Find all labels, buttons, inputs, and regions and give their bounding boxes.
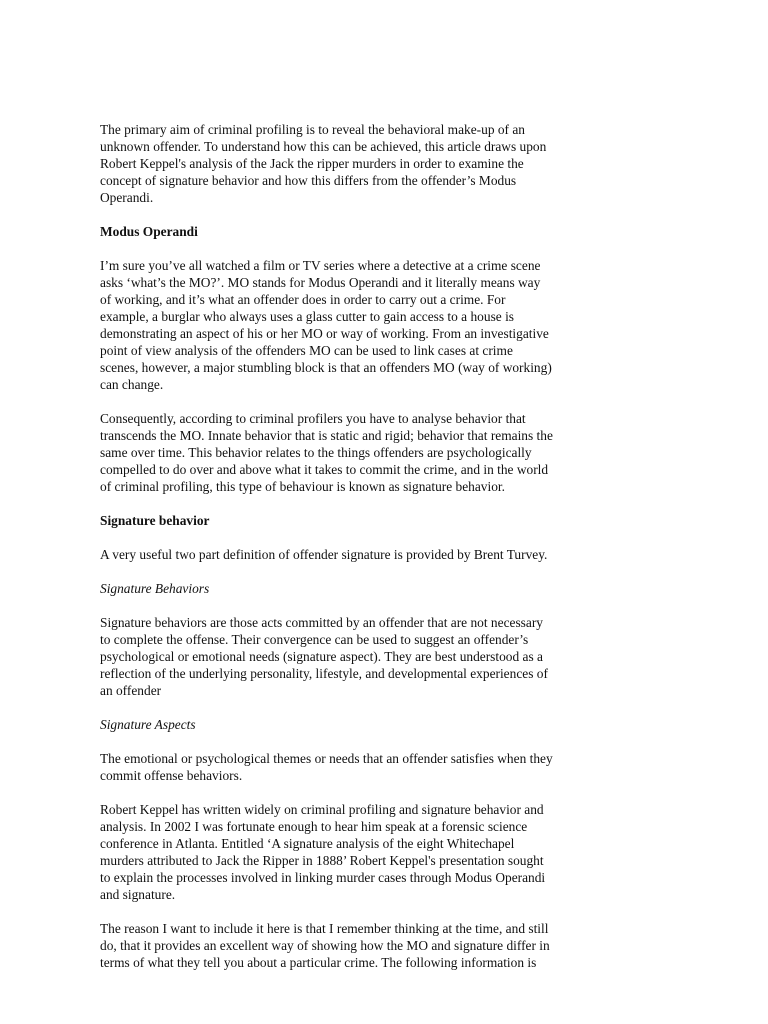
- text-line: transcends the MO. Innate behavior that is static and rigid; behavior that remains the: [100, 428, 553, 443]
- text-line: reflection of the underlying personality, lifestyle, and developmental experiences of: [100, 666, 548, 681]
- document-page: [100, 121, 620, 988]
- reason-paragraph: [100, 920, 620, 971]
- text-line: The reason I want to include it here is that I remember thinking at the time, and still: [100, 921, 549, 936]
- modus-operandi-paragraph-2: [100, 410, 620, 495]
- signature-aspects-paragraph: [100, 750, 620, 784]
- text-line: same over time. This behavior relates to the things offenders are psychologically: [100, 445, 532, 460]
- text-line: analysis. In 2002 I was fortunate enough to hear him speak at a forensic science: [100, 819, 528, 834]
- signature-behaviors-paragraph: [100, 614, 620, 699]
- text-line: Robert Keppel has written widely on criminal profiling and signature behavior and: [100, 802, 544, 817]
- text-line: The primary aim of criminal profiling is to reveal the behavioral make-up of an: [100, 122, 526, 137]
- text-line: conference in Atlanta. Entitled ‘A signature analysis of the eight Whitechapel: [100, 836, 515, 851]
- text-line: scenes, however, a major stumbling block is that an offenders MO (way of working): [100, 360, 552, 375]
- heading-modus-operandi: Modus Operandi: [100, 224, 198, 239]
- text-line: of working, and it’s what an offender does in order to carry out a crime. For: [100, 292, 506, 307]
- signature-intro-paragraph: [100, 546, 620, 563]
- text-line: unknown offender. To understand how this can be achieved, this article draws upon: [100, 139, 547, 154]
- text-line: to complete the offense. Their convergence can be used to suggest an offender’s: [100, 632, 529, 647]
- modus-operandi-paragraph-1: [100, 257, 620, 393]
- text-line: asks ‘what’s the MO?’. MO stands for Modus Operandi and it literally means way: [100, 275, 541, 290]
- keppel-paragraph: [100, 801, 620, 903]
- text-line: I’m sure you’ve all watched a film or TV series where a detective at a crime scene: [100, 258, 541, 273]
- text-line: The emotional or psychological themes or needs that an offender satisfies when they: [100, 751, 553, 766]
- text-line: Consequently, according to criminal profilers you have to analyse behavior that: [100, 411, 526, 426]
- text-line: terms of what they tell you about a particular crime. The following information is: [100, 955, 537, 970]
- text-line: Operandi.: [100, 190, 154, 205]
- text-line: point of view analysis of the offenders MO can be used to link cases at crime: [100, 343, 513, 358]
- text-line: and signature.: [100, 887, 176, 902]
- text-line: concept of signature behavior and how this differs from the offender’s Modus: [100, 173, 517, 188]
- text-line: can change.: [100, 377, 164, 392]
- subheading-signature-behaviors: Signature Behaviors: [100, 581, 210, 596]
- intro-paragraph: [100, 121, 620, 206]
- text-line: example, a burglar who always uses a glass cutter to gain access to a house is: [100, 309, 514, 324]
- text-line: psychological or emotional needs (signature aspect). They are best understood as a: [100, 649, 543, 664]
- text-line: Signature behaviors are those acts committed by an offender that are not necessary: [100, 615, 543, 630]
- heading-signature-behavior: Signature behavior: [100, 513, 210, 528]
- text-line: do, that it provides an excellent way of showing how the MO and signature differ in: [100, 938, 550, 953]
- text-line: commit offense behaviors.: [100, 768, 243, 783]
- text-line: demonstrating an aspect of his or her MO or way of working. From an investigative: [100, 326, 549, 341]
- text-line: to explain the processes involved in linking murder cases through Modus Operandi: [100, 870, 546, 885]
- text-line: compelled to do over and above what it takes to commit the crime, and in the world: [100, 462, 549, 477]
- text-line: murders attributed to Jack the Ripper in 1888’ Robert Keppel's presentation sought: [100, 853, 544, 868]
- text-line: of criminal profiling, this type of behaviour is known as signature behavior.: [100, 479, 505, 494]
- text-line: an offender: [100, 683, 162, 698]
- text-line: A very useful two part definition of offender signature is provided by Brent Turvey.: [100, 547, 548, 562]
- subheading-signature-aspects: Signature Aspects: [100, 717, 196, 732]
- text-line: Robert Keppel's analysis of the Jack the ripper murders in order to examine the: [100, 156, 524, 171]
